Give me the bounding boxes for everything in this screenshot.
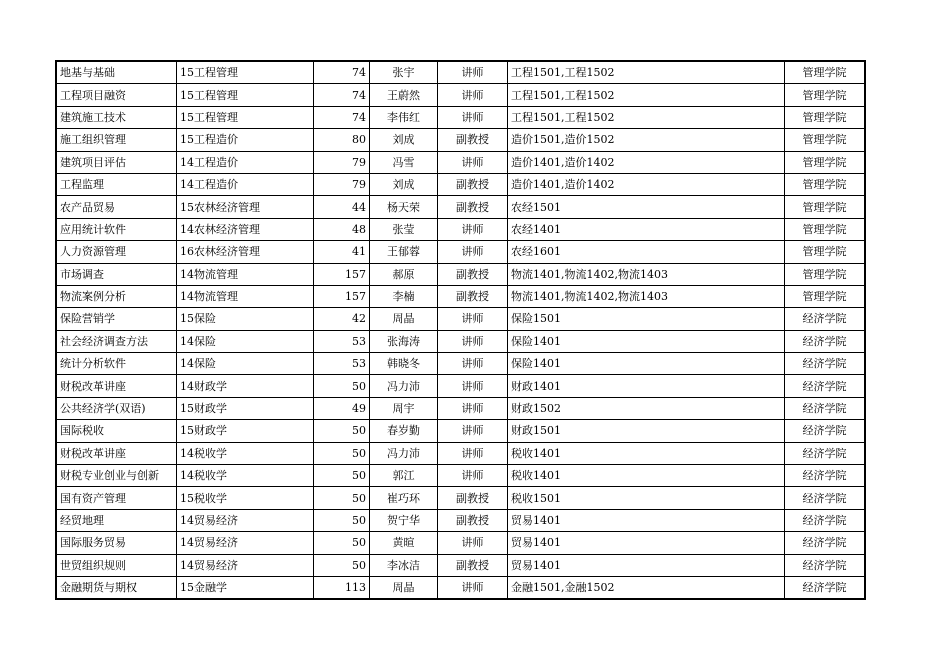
course-schedule-table (55, 60, 866, 600)
student-count-cell[interactable]: 50 (314, 465, 370, 487)
table-row (56, 330, 865, 352)
class-cell[interactable]: 14贸易经济 (177, 509, 314, 531)
class-groups-cell[interactable]: 造价1401,造价1402 (508, 173, 785, 195)
class-cell[interactable]: 14工程造价 (177, 151, 314, 173)
class-groups-cell[interactable]: 物流1401,物流1402,物流1403 (508, 263, 785, 285)
course-name-cell[interactable]: 建筑项目评估 (56, 151, 177, 173)
teacher-cell[interactable]: 张海涛 (370, 330, 438, 352)
student-count-cell[interactable]: 74 (314, 106, 370, 128)
teacher-title-cell[interactable]: 讲师 (438, 420, 508, 442)
class-cell[interactable]: 15农林经济管理 (177, 196, 314, 218)
college-cell[interactable]: 经济学院 (785, 487, 866, 509)
college-cell[interactable]: 管理学院 (785, 106, 866, 128)
course-name-cell[interactable]: 保险营销学 (56, 308, 177, 330)
teacher-title-cell[interactable]: 讲师 (438, 241, 508, 263)
student-count-cell[interactable]: 41 (314, 241, 370, 263)
class-cell[interactable]: 14农林经济管理 (177, 218, 314, 240)
student-count-cell[interactable]: 50 (314, 375, 370, 397)
student-count-cell[interactable]: 79 (314, 173, 370, 195)
class-cell[interactable]: 14贸易经济 (177, 532, 314, 554)
teacher-title-cell[interactable]: 讲师 (438, 330, 508, 352)
course-name-cell[interactable]: 农产品贸易 (56, 196, 177, 218)
table-row (56, 263, 865, 285)
teacher-title-cell[interactable]: 讲师 (438, 61, 508, 84)
student-count-cell[interactable]: 50 (314, 420, 370, 442)
class-groups-cell[interactable]: 税收1401 (508, 442, 785, 464)
table-row (56, 308, 865, 330)
course-name-cell[interactable]: 工程监理 (56, 173, 177, 195)
table-body (56, 61, 865, 599)
table-row (56, 420, 865, 442)
class-groups-cell[interactable]: 贸易1401 (508, 554, 785, 576)
class-cell[interactable]: 14工程造价 (177, 173, 314, 195)
table-row (56, 397, 865, 419)
teacher-cell[interactable]: 周宇 (370, 397, 438, 419)
college-cell[interactable]: 管理学院 (785, 173, 866, 195)
student-count-cell[interactable]: 44 (314, 196, 370, 218)
class-groups-cell[interactable]: 保险1501 (508, 308, 785, 330)
college-cell[interactable]: 经济学院 (785, 330, 866, 352)
college-cell[interactable]: 经济学院 (785, 420, 866, 442)
teacher-title-cell[interactable]: 讲师 (438, 532, 508, 554)
table-row (56, 241, 865, 263)
class-cell[interactable]: 15财政学 (177, 397, 314, 419)
college-cell[interactable]: 管理学院 (785, 129, 866, 151)
table-row (56, 554, 865, 576)
class-cell[interactable]: 14财政学 (177, 375, 314, 397)
course-name-cell[interactable]: 财税专业创业与创新 (56, 465, 177, 487)
course-name-cell[interactable]: 经贸地理 (56, 509, 177, 531)
student-count-cell[interactable]: 53 (314, 330, 370, 352)
table-row (56, 173, 865, 195)
teacher-cell[interactable]: 崔巧环 (370, 487, 438, 509)
college-cell[interactable]: 经济学院 (785, 308, 866, 330)
student-count-cell[interactable]: 74 (314, 84, 370, 106)
college-cell[interactable]: 经济学院 (785, 442, 866, 464)
student-count-cell[interactable]: 80 (314, 129, 370, 151)
college-cell[interactable]: 管理学院 (785, 61, 866, 84)
teacher-cell[interactable]: 李楠 (370, 285, 438, 307)
teacher-title-cell[interactable]: 讲师 (438, 308, 508, 330)
teacher-title-cell[interactable]: 讲师 (438, 218, 508, 240)
course-name-cell[interactable]: 财税改革讲座 (56, 375, 177, 397)
course-name-cell[interactable]: 地基与基础 (56, 61, 177, 84)
class-groups-cell[interactable]: 物流1401,物流1402,物流1403 (508, 285, 785, 307)
class-groups-cell[interactable]: 贸易1401 (508, 532, 785, 554)
college-cell[interactable]: 经济学院 (785, 576, 866, 599)
class-groups-cell[interactable]: 保险1401 (508, 353, 785, 375)
table-row (56, 218, 865, 240)
course-name-cell[interactable]: 世贸组织规则 (56, 554, 177, 576)
teacher-title-cell[interactable]: 副教授 (438, 554, 508, 576)
class-cell[interactable]: 14税收学 (177, 465, 314, 487)
table-row (56, 375, 865, 397)
class-groups-cell[interactable]: 财政1401 (508, 375, 785, 397)
class-cell[interactable]: 15税收学 (177, 487, 314, 509)
teacher-cell[interactable]: 郝原 (370, 263, 438, 285)
class-groups-cell[interactable]: 工程1501,工程1502 (508, 61, 785, 84)
teacher-cell[interactable]: 周晶 (370, 308, 438, 330)
table-row (56, 151, 865, 173)
teacher-cell[interactable]: 贺宁华 (370, 509, 438, 531)
teacher-title-cell[interactable]: 讲师 (438, 84, 508, 106)
class-cell[interactable]: 15工程管理 (177, 84, 314, 106)
course-name-cell[interactable]: 金融期货与期权 (56, 576, 177, 599)
teacher-cell[interactable]: 刘成 (370, 173, 438, 195)
class-cell[interactable]: 14税收学 (177, 442, 314, 464)
teacher-title-cell[interactable]: 讲师 (438, 106, 508, 128)
table-row (56, 487, 865, 509)
class-groups-cell[interactable]: 农经1601 (508, 241, 785, 263)
class-cell[interactable]: 14贸易经济 (177, 554, 314, 576)
college-cell[interactable]: 经济学院 (785, 509, 866, 531)
student-count-cell[interactable]: 50 (314, 442, 370, 464)
teacher-cell[interactable]: 张宇 (370, 61, 438, 84)
class-groups-cell[interactable]: 金融1501,金融1502 (508, 576, 785, 599)
teacher-cell[interactable]: 刘成 (370, 129, 438, 151)
college-cell[interactable]: 管理学院 (785, 218, 866, 240)
class-cell[interactable]: 15财政学 (177, 420, 314, 442)
college-cell[interactable]: 管理学院 (785, 285, 866, 307)
student-count-cell[interactable]: 74 (314, 61, 370, 84)
teacher-title-cell[interactable]: 副教授 (438, 285, 508, 307)
table-row (56, 353, 865, 375)
teacher-cell[interactable]: 周晶 (370, 576, 438, 599)
class-groups-cell[interactable]: 农经1501 (508, 196, 785, 218)
teacher-cell[interactable]: 李冰洁 (370, 554, 438, 576)
table-row (56, 465, 865, 487)
teacher-title-cell[interactable]: 副教授 (438, 129, 508, 151)
teacher-title-cell[interactable]: 讲师 (438, 442, 508, 464)
teacher-title-cell[interactable]: 讲师 (438, 465, 508, 487)
table-row (56, 442, 865, 464)
teacher-cell[interactable]: 冯雪 (370, 151, 438, 173)
course-name-cell[interactable]: 国际税收 (56, 420, 177, 442)
college-cell[interactable]: 管理学院 (785, 151, 866, 173)
teacher-title-cell[interactable]: 讲师 (438, 576, 508, 599)
course-name-cell[interactable]: 施工组织管理 (56, 129, 177, 151)
teacher-title-cell[interactable]: 副教授 (438, 487, 508, 509)
college-cell[interactable]: 经济学院 (785, 532, 866, 554)
student-count-cell[interactable]: 157 (314, 263, 370, 285)
course-name-cell[interactable]: 财税改革讲座 (56, 442, 177, 464)
college-cell[interactable]: 管理学院 (785, 263, 866, 285)
class-groups-cell[interactable]: 财政1501 (508, 420, 785, 442)
student-count-cell[interactable]: 42 (314, 308, 370, 330)
teacher-title-cell[interactable]: 副教授 (438, 263, 508, 285)
student-count-cell[interactable]: 50 (314, 487, 370, 509)
teacher-cell[interactable]: 王蔚然 (370, 84, 438, 106)
class-cell[interactable]: 14物流管理 (177, 285, 314, 307)
course-name-cell[interactable]: 物流案例分析 (56, 285, 177, 307)
class-groups-cell[interactable]: 保险1401 (508, 330, 785, 352)
class-cell[interactable]: 15金融学 (177, 576, 314, 599)
course-name-cell[interactable]: 人力资源管理 (56, 241, 177, 263)
college-cell[interactable]: 经济学院 (785, 397, 866, 419)
class-cell[interactable]: 15保险 (177, 308, 314, 330)
class-groups-cell[interactable]: 造价1501,造价1502 (508, 129, 785, 151)
student-count-cell[interactable]: 50 (314, 554, 370, 576)
class-cell[interactable]: 15工程管理 (177, 61, 314, 84)
student-count-cell[interactable]: 48 (314, 218, 370, 240)
class-cell[interactable]: 14物流管理 (177, 263, 314, 285)
teacher-title-cell[interactable]: 讲师 (438, 353, 508, 375)
table-row (56, 129, 865, 151)
course-name-cell[interactable]: 工程项目融资 (56, 84, 177, 106)
course-name-cell[interactable]: 建筑施工技术 (56, 106, 177, 128)
teacher-cell[interactable]: 张莹 (370, 218, 438, 240)
teacher-title-cell[interactable]: 讲师 (438, 375, 508, 397)
teacher-cell[interactable]: 冯力沛 (370, 375, 438, 397)
table-row (56, 61, 865, 84)
student-count-cell[interactable]: 50 (314, 509, 370, 531)
class-cell[interactable]: 16农林经济管理 (177, 241, 314, 263)
college-cell[interactable]: 经济学院 (785, 465, 866, 487)
teacher-cell[interactable]: 王郁蓉 (370, 241, 438, 263)
class-groups-cell[interactable]: 税收1401 (508, 465, 785, 487)
table-row (56, 196, 865, 218)
class-cell[interactable]: 15工程造价 (177, 129, 314, 151)
student-count-cell[interactable]: 113 (314, 576, 370, 599)
college-cell[interactable]: 经济学院 (785, 375, 866, 397)
course-name-cell[interactable]: 国际服务贸易 (56, 532, 177, 554)
table-row (56, 509, 865, 531)
course-name-cell[interactable]: 统计分析软件 (56, 353, 177, 375)
teacher-cell[interactable]: 郭江 (370, 465, 438, 487)
course-name-cell[interactable]: 应用统计软件 (56, 218, 177, 240)
teacher-title-cell[interactable]: 讲师 (438, 151, 508, 173)
table-row (56, 84, 865, 106)
course-name-cell[interactable]: 公共经济学(双语) (56, 397, 177, 419)
table-row (56, 532, 865, 554)
student-count-cell[interactable]: 53 (314, 353, 370, 375)
college-cell[interactable]: 经济学院 (785, 353, 866, 375)
table-row (56, 106, 865, 128)
teacher-title-cell[interactable]: 讲师 (438, 397, 508, 419)
teacher-cell[interactable]: 冯力沛 (370, 442, 438, 464)
college-cell[interactable]: 管理学院 (785, 84, 866, 106)
student-count-cell[interactable]: 49 (314, 397, 370, 419)
class-groups-cell[interactable]: 财政1502 (508, 397, 785, 419)
teacher-cell[interactable]: 杨天荣 (370, 196, 438, 218)
class-groups-cell[interactable]: 贸易1401 (508, 509, 785, 531)
course-name-cell[interactable]: 市场调查 (56, 263, 177, 285)
class-groups-cell[interactable]: 工程1501,工程1502 (508, 106, 785, 128)
college-cell[interactable]: 管理学院 (785, 196, 866, 218)
teacher-cell[interactable]: 李伟红 (370, 106, 438, 128)
college-cell[interactable]: 经济学院 (785, 554, 866, 576)
class-cell[interactable]: 14保险 (177, 353, 314, 375)
table-row (56, 285, 865, 307)
table-row (56, 576, 865, 599)
class-groups-cell[interactable]: 工程1501,工程1502 (508, 84, 785, 106)
teacher-title-cell[interactable]: 副教授 (438, 509, 508, 531)
class-cell[interactable]: 14保险 (177, 330, 314, 352)
class-groups-cell[interactable]: 农经1401 (508, 218, 785, 240)
student-count-cell[interactable]: 157 (314, 285, 370, 307)
teacher-cell[interactable]: 韩晓冬 (370, 353, 438, 375)
teacher-title-cell[interactable]: 副教授 (438, 173, 508, 195)
teacher-cell[interactable]: 春岁勤 (370, 420, 438, 442)
course-name-cell[interactable]: 国有资产管理 (56, 487, 177, 509)
class-cell[interactable]: 15工程管理 (177, 106, 314, 128)
class-groups-cell[interactable]: 税收1501 (508, 487, 785, 509)
class-groups-cell[interactable]: 造价1401,造价1402 (508, 151, 785, 173)
teacher-cell[interactable]: 黄暄 (370, 532, 438, 554)
student-count-cell[interactable]: 50 (314, 532, 370, 554)
course-name-cell[interactable]: 社会经济调查方法 (56, 330, 177, 352)
student-count-cell[interactable]: 79 (314, 151, 370, 173)
college-cell[interactable]: 管理学院 (785, 241, 866, 263)
teacher-title-cell[interactable]: 副教授 (438, 196, 508, 218)
